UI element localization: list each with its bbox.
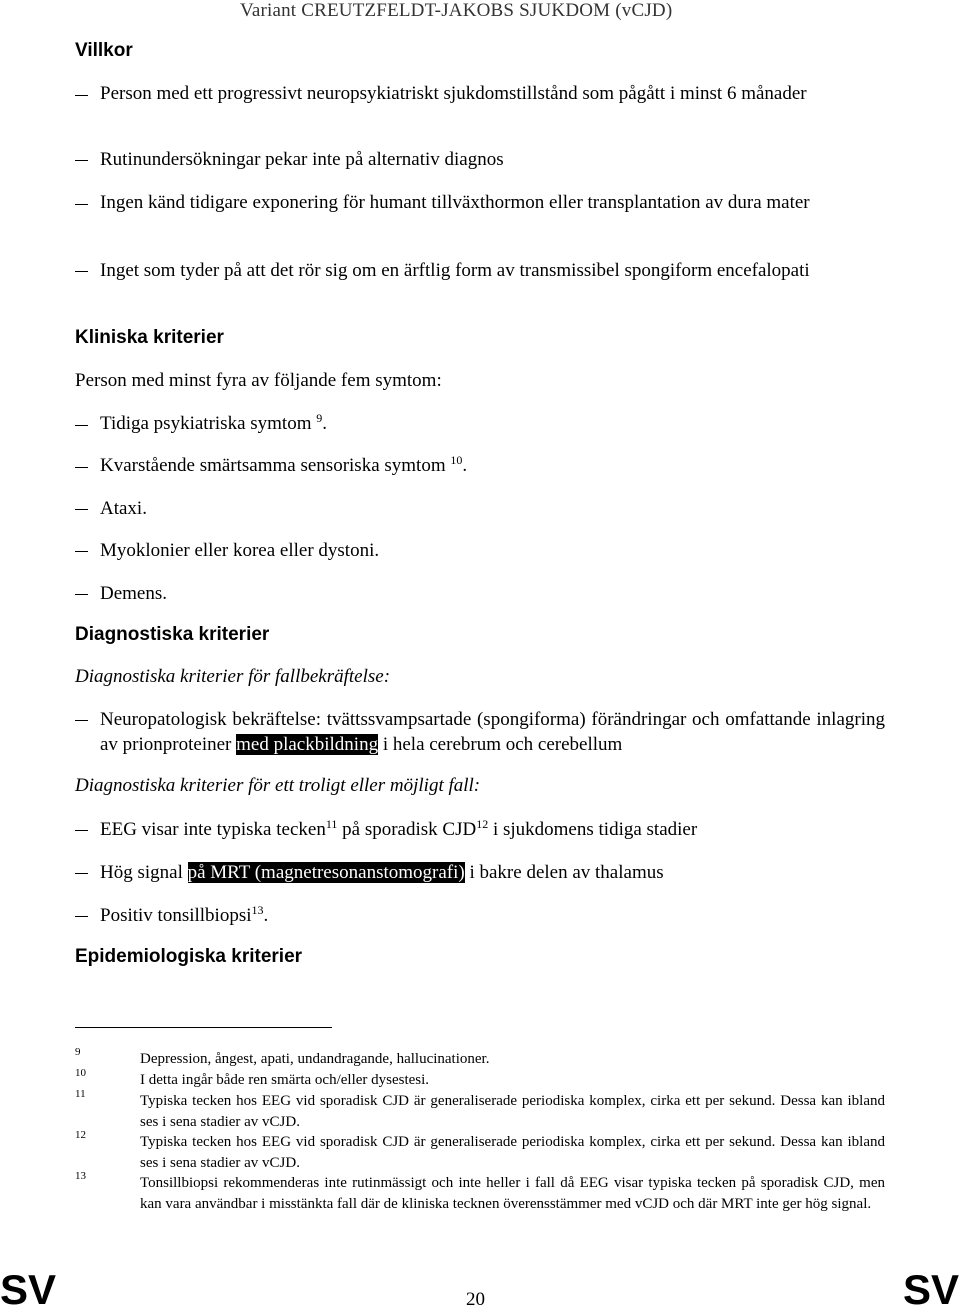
footnote-ref: 11 <box>325 817 338 831</box>
probable-item <box>100 903 268 928</box>
confirm-text: Neuropatologisk bekräftelse: tvättssvampsartade (spongiforma) förändringar och omfattande inlagring av prionproteiner <box>100 709 885 755</box>
symptom-item: Ataxi. <box>100 498 147 519</box>
footnote-ref: 10 <box>450 453 463 467</box>
footnote-text: Tonsillbiopsi rekommenderas inte rutinmässigt och inte heller i fall då EEG visar typiska tecken på sporadisk CJD, men kan vara användbar i misstänkta fall där de kliniska tecknen överensstämmer med vCJD och där MRT inte ger hög signal. <box>140 1175 885 1212</box>
list-dash <box>75 509 88 510</box>
list-dash <box>75 873 88 874</box>
language-code-right: SV <box>903 1266 960 1313</box>
probable-text: i sjukdomens tidiga stadier <box>492 819 698 840</box>
symptom-punct: . <box>462 455 468 476</box>
page-number: 20 <box>466 1289 485 1310</box>
epidemiological-heading: Epidemiologiska kriterier <box>75 946 303 967</box>
probable-item <box>100 817 697 842</box>
probable-label: Diagnostiska kriterier för ett troligt eller möjligt fall: <box>75 775 481 796</box>
symptom-item <box>100 453 467 478</box>
footnote-number: 9 <box>75 1046 81 1058</box>
language-code-left: SV <box>0 1266 57 1313</box>
symptom-item: Myoklonier eller korea eller dystoni. <box>100 540 380 561</box>
probable-text: i bakre delen av thalamus <box>469 862 664 883</box>
list-dash <box>75 425 88 426</box>
list-dash <box>75 95 88 96</box>
probable-punct: . <box>263 905 269 926</box>
footnote-ref: 9 <box>316 411 323 425</box>
page-header: Variant CREUTZFELDT-JAKOBS SJUKDOM (vCJD) <box>240 0 673 21</box>
footnote-ref: 13 <box>251 903 264 917</box>
symptom-item <box>100 411 327 436</box>
diagnostic-heading: Diagnostiska kriterier <box>75 624 270 645</box>
footnote-text: I detta ingår både ren smärta och/eller dysestesi. <box>140 1072 430 1088</box>
probable-text: Positiv tonsillbiopsi <box>100 905 252 926</box>
highlighted-text: på MRT (magnetresonanstomografi) <box>187 862 465 883</box>
confirm-item <box>100 707 885 757</box>
footnote-separator <box>75 1027 332 1028</box>
condition-item: Rutinundersökningar pekar inte på alternativ diagnos <box>100 149 504 170</box>
confirm-label: Diagnostiska kriterier för fallbekräftelse: <box>75 666 391 687</box>
condition-item: Person med ett progressivt neuropsykiatriskt sjukdomstillstånd som pågått i minst 6 månader <box>100 83 807 104</box>
list-dash <box>75 467 88 468</box>
symptom-text: Tidiga psykiatriska symtom <box>100 413 312 434</box>
probable-text: Hög signal <box>100 862 183 883</box>
highlighted-text: med plackbildning <box>236 734 379 755</box>
list-dash <box>75 551 88 552</box>
clinical-intro: Person med minst fyra av följande fem symtom: <box>75 370 442 391</box>
list-dash <box>75 204 88 205</box>
symptom-item: Demens. <box>100 583 168 604</box>
symptom-punct: . <box>322 413 327 434</box>
probable-item <box>100 860 664 885</box>
symptom-text: Kvarstående smärtsamma sensoriska symtom <box>100 455 446 476</box>
footnote-ref: 12 <box>476 817 489 831</box>
clinical-heading: Kliniska kriterier <box>75 327 224 348</box>
list-dash <box>75 594 88 595</box>
list-dash <box>75 160 88 161</box>
condition-item: Inget som tyder på att det rör sig om en ärftlig form av transmissibel spongiform encefalopati <box>100 260 810 281</box>
footnote-number: 12 <box>75 1129 86 1141</box>
probable-text: EEG visar inte typiska tecken <box>100 819 326 840</box>
footnote-number: 11 <box>75 1088 86 1100</box>
list-dash <box>75 830 88 831</box>
list-dash <box>75 720 88 721</box>
probable-text: på sporadisk CJD <box>342 819 477 840</box>
footnote-text: Typiska tecken hos EEG vid sporadisk CJD är generaliserade periodiska komplex, cirka ett per sekund. Dessa kan ibland ses i sena stadier av vCJD. <box>140 1134 885 1171</box>
list-dash <box>75 916 88 917</box>
footnote-text: Typiska tecken hos EEG vid sporadisk CJD är generaliserade periodiska komplex, cirka ett per sekund. Dessa kan ibland ses i sena stadier av vCJD. <box>140 1093 885 1130</box>
confirm-text-end: i hela cerebrum och cerebellum <box>382 734 623 755</box>
footnote-number: 10 <box>75 1067 86 1079</box>
footnote-text: Depression, ångest, apati, undandragande, hallucinationer. <box>140 1051 490 1067</box>
conditions-heading: Villkor <box>75 40 133 61</box>
condition-item: Ingen känd tidigare exponering för humant tillväxthormon eller transplantation av dura mater <box>100 192 810 213</box>
footnote-number: 13 <box>75 1170 86 1182</box>
list-dash <box>75 271 88 272</box>
